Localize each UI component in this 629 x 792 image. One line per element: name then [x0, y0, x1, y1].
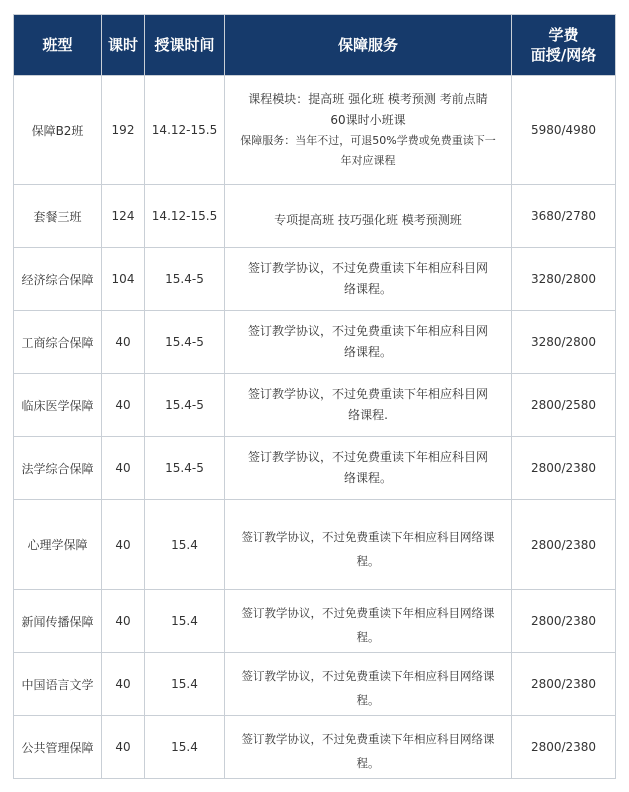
period-cell: 15.4-5 [145, 248, 225, 311]
service-cell [225, 185, 512, 248]
fee-cell: 5980/4980 [512, 76, 616, 185]
service-line: 签订教学协议，不过免费重读下年相应科目网络课 [241, 669, 495, 683]
class-name-cell: 保障B2班 [14, 76, 102, 185]
period-cell: 14.12-15.5 [145, 185, 225, 248]
hours-cell: 40 [102, 716, 145, 779]
service-line: 签订教学协议，不过免费重读下年相应科目网 [247, 450, 488, 464]
table-row [14, 311, 616, 374]
service-line: 程。 [356, 756, 380, 770]
period-cell: 14.12-15.5 [145, 76, 225, 185]
fee-cell: 2800/2380 [512, 437, 616, 500]
service-cell [225, 248, 512, 311]
service-cell [225, 374, 512, 437]
service-line: 签订教学协议，不过免费重读下年相应科目网络课 [241, 529, 495, 544]
fee-cell: 3680/2780 [512, 185, 616, 248]
table-row [14, 716, 616, 779]
service-cell [225, 76, 512, 185]
hours-cell: 192 [102, 76, 145, 185]
service-line: 程。 [356, 553, 380, 568]
class-name-cell: 临床医学保障 [14, 374, 102, 437]
service-cell [225, 500, 512, 590]
service-line: 络课程。 [343, 282, 392, 296]
table-row [14, 185, 616, 248]
period-cell: 15.4-5 [145, 437, 225, 500]
service-line: 签订教学协议，不过免费重读下年相应科目网络课 [241, 606, 495, 620]
service-cell [225, 590, 512, 653]
fee-cell: 3280/2800 [512, 248, 616, 311]
period-cell: 15.4-5 [145, 374, 225, 437]
period-cell: 15.4 [145, 716, 225, 779]
service-cell [225, 311, 512, 374]
table-row [14, 653, 616, 716]
fee-cell: 3280/2800 [512, 311, 616, 374]
hours-cell: 104 [102, 248, 145, 311]
service-line: 程。 [356, 630, 380, 644]
header-class: 班型 [14, 15, 102, 76]
header-fee-line2: 面授/网络 [530, 46, 597, 64]
hours-cell: 40 [102, 653, 145, 716]
table-row [14, 437, 616, 500]
period-cell: 15.4 [145, 500, 225, 590]
service-line: 签订教学协议，不过免费重读下年相应科目网络课 [241, 732, 495, 746]
service-line: 络课程. [348, 408, 388, 422]
service-line: 60课时小班课 [330, 113, 406, 127]
hours-cell: 40 [102, 311, 145, 374]
period-cell: 15.4 [145, 653, 225, 716]
period-cell: 15.4 [145, 590, 225, 653]
hours-cell: 40 [102, 590, 145, 653]
service-line: 专项提高班 技巧强化班 模考预测班 [274, 212, 462, 227]
service-line: 签订教学协议，不过免费重读下年相应科目网 [247, 261, 488, 275]
period-cell: 15.4-5 [145, 311, 225, 374]
class-name-cell: 工商综合保障 [14, 311, 102, 374]
table-header-row [14, 15, 616, 76]
fee-cell: 2800/2380 [512, 653, 616, 716]
hours-cell: 40 [102, 500, 145, 590]
class-name-cell: 法学综合保障 [14, 437, 102, 500]
fee-cell: 2800/2380 [512, 716, 616, 779]
fee-cell: 2800/2380 [512, 500, 616, 590]
fee-cell: 2800/2580 [512, 374, 616, 437]
pricing-table [13, 14, 616, 779]
table-row [14, 248, 616, 311]
service-line: 签订教学协议，不过免费重读下年相应科目网 [247, 324, 488, 338]
service-cell [225, 437, 512, 500]
class-name-cell: 经济综合保障 [14, 248, 102, 311]
service-cell [225, 653, 512, 716]
table-row [14, 590, 616, 653]
class-name-cell: 套餐三班 [14, 185, 102, 248]
fee-cell: 2800/2380 [512, 590, 616, 653]
service-line: 签订教学协议，不过免费重读下年相应科目网 [247, 387, 488, 401]
service-line: 课程模块：提高班 强化班 模考预测 考前点睛 [248, 92, 488, 106]
table-row [14, 76, 616, 185]
header-fee [512, 15, 616, 76]
service-line: 程。 [356, 693, 380, 707]
table-row [14, 374, 616, 437]
hours-cell: 40 [102, 437, 145, 500]
service-line: 络课程。 [343, 345, 392, 359]
class-name-cell: 新闻传播保障 [14, 590, 102, 653]
table-row [14, 500, 616, 590]
class-name-cell: 中国语言文学 [14, 653, 102, 716]
hours-cell: 124 [102, 185, 145, 248]
header-fee-line1: 学费 [548, 26, 579, 44]
hours-cell: 40 [102, 374, 145, 437]
header-service: 保障服务 [225, 15, 512, 76]
service-line: 保障服务：当年不过，可退50%学费或免费重读下一 [240, 134, 496, 147]
service-line: 年对应课程 [340, 154, 396, 167]
service-cell [225, 716, 512, 779]
class-name-cell: 公共管理保障 [14, 716, 102, 779]
header-period: 授课时间 [145, 15, 225, 76]
header-hours: 课时 [102, 15, 145, 76]
class-name-cell: 心理学保障 [14, 500, 102, 590]
service-line: 络课程。 [343, 471, 392, 485]
